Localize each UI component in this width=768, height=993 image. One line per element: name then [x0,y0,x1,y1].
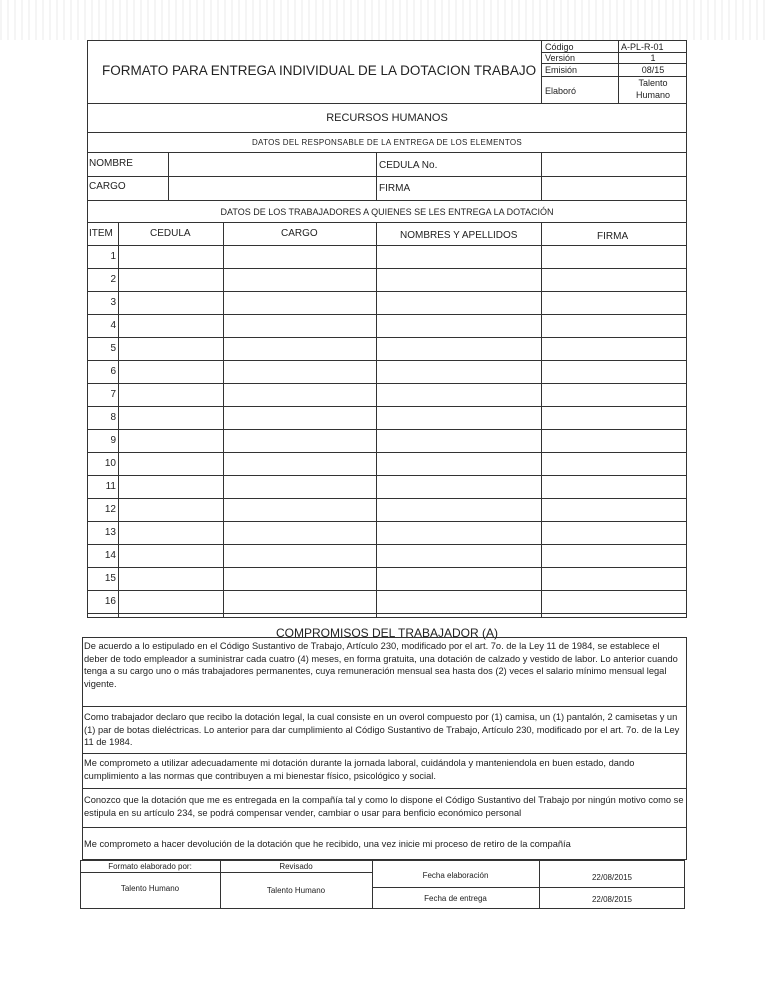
fecha-elaboracion-label: Fecha elaboración [422,871,489,880]
elaborado-value: Talento Humano [120,884,180,893]
item-number: 4 [110,320,116,331]
fecha-entrega-label: Fecha de entrega [424,894,487,903]
emision-label: Emisión [545,65,578,75]
version-label: Versión [545,53,576,63]
compromiso-paragraph-2: Como trabajador declaro que recibo la dotación legal, la cual consiste en un overol compuesto por (1) camisa, un (1) pantalón, 2 camisetas y un (1) par de botas dieléctricas. Lo anterior para dar cumplimiento al Código Sustantivo de Trabajo, Artículo 230, modificado por el art. 7o. de la Ley 11 de 1984. [84,712,680,747]
col-line [376,222,377,618]
row-line [87,429,687,430]
elaboro-value: Humano [635,90,671,100]
elaboro-value: Talento [638,78,668,88]
version-value: 1 [650,53,656,63]
header-bottom-line [87,103,687,104]
row-line [87,406,687,407]
compromiso-paragraph-1: De acuerdo a lo estipulado en el Código Sustantivo de Trabajo, Artículo 230, modificado por el art. 7o. de la Ley 11 de 1984, se establece el deber de todo empleador a suministrar cada cuatro (4) meses, en forma gratuita, una dotación de calzado y vestido de labor. Lo anterior cuando tenga a su cargo uno o más trabajadores permanentes, cuya remuneración mensual sea hasta dos (2) veces el salario mínimo mensual legal vigente. [84,641,678,689]
row-line [87,360,687,361]
fecha-entrega-value: 22/08/2015 [591,895,633,904]
elaborado-label: Formato elaborado por: [108,862,192,871]
col-line [376,152,377,200]
row-line [87,452,687,453]
item-number: 3 [110,297,116,308]
col-header-cargo: CARGO [281,228,318,239]
item-number: 5 [110,343,116,354]
row-line [87,613,687,614]
item-number: 8 [110,412,116,423]
col-line [541,152,542,200]
item-number: 12 [104,504,116,515]
col-header-item: ITEM [89,228,113,239]
row-line [87,314,687,315]
row-line [87,475,687,476]
col-header-firma: FIRMA [597,231,629,242]
item-number: 16 [104,596,116,607]
row-line [87,200,687,201]
row-line [87,590,687,591]
revisado-label: Revisado [279,862,313,871]
header-divider [541,40,542,103]
row-line [87,383,687,384]
codigo-label: Código [545,42,574,52]
form-frame [87,40,687,618]
col-line [168,152,169,200]
row-line [87,337,687,338]
item-number: 11 [105,481,116,492]
item-number: 9 [110,435,116,446]
firma-label: FIRMA [379,183,411,194]
paragraph-divider [82,788,687,789]
item-number: 14 [104,550,116,561]
compromiso-paragraph-4: Conozco que la dotación que me es entregada en la compañía tal y como lo dispone el Código Sustantivo del Trabajo por ningún motivo como se estipula en su artículo 234, se podrá compensar vender, cambiar o usar para benficio económico personal [84,795,684,818]
compromiso-paragraph-3: Me comprometo a utilizar adecuadamente mi dotación durante la jornada laboral, cuidándola y manteniendola en buen estado, dando cumplimiento a las normas que contribuyen a mi bienestar físico, psicológico y social. [84,758,635,781]
fecha-elaboracion-value: 22/08/2015 [591,873,633,882]
row-line [87,132,687,133]
header-line [541,76,687,77]
item-number: 10 [104,458,116,469]
item-number: 7 [110,389,116,400]
row-line [87,268,687,269]
cargo-label: CARGO [89,181,126,192]
codigo-value: A-PL-R-01 [621,42,664,52]
emision-value: 08/15 [641,65,665,75]
col-line [223,222,224,618]
paragraph-divider [82,827,687,828]
cedula-label: CEDULA No. [379,160,438,171]
row-line [87,222,687,223]
row-line [87,498,687,499]
row-line [87,291,687,292]
item-number: 13 [104,527,116,538]
compromisos-title: COMPROMISOS DEL TRABAJADOR (A) [275,626,499,640]
item-number: 1 [110,251,116,262]
row-line [87,176,687,177]
item-number: 2 [110,274,116,285]
row-line [87,521,687,522]
col-header-cedula: CEDULA [150,228,191,239]
scan-noise [0,0,768,40]
footer-row-line [80,872,372,873]
responsable-section-title: DATOS DEL RESPONSABLE DE LA ENTREGA DE LOS ELEMENTOS [251,138,523,147]
nombre-label: NOMBRE [89,158,133,169]
item-number: 6 [110,366,116,377]
row-line [87,245,687,246]
department-title: RECURSOS HUMANOS [326,112,448,124]
col-line [118,222,119,618]
row-line [87,544,687,545]
elaboro-label: Elaboró [545,86,577,96]
item-number: 15 [104,573,116,584]
row-line [87,152,687,153]
row-line [87,567,687,568]
paragraph-divider [82,706,687,707]
revisado-value: Talento Humano [266,886,326,895]
header-line [541,63,687,64]
col-line [541,222,542,618]
footer-row-line [372,887,685,888]
paragraph-divider [82,753,687,754]
form-title: FORMATO PARA ENTREGA INDIVIDUAL DE LA DOTACION TRABAJO [102,63,537,78]
col-header-nombres: NOMBRES Y APELLIDOS [400,230,518,241]
compromiso-paragraph-5: Me comprometo a hacer devolución de la dotación que he recibido, una vez inicie mi proceso de retiro de la compañía [84,839,571,849]
trabajadores-section-title: DATOS DE LOS TRABAJADORES A QUIENES SE LES ENTREGA LA DOTACIÓN [220,207,554,217]
